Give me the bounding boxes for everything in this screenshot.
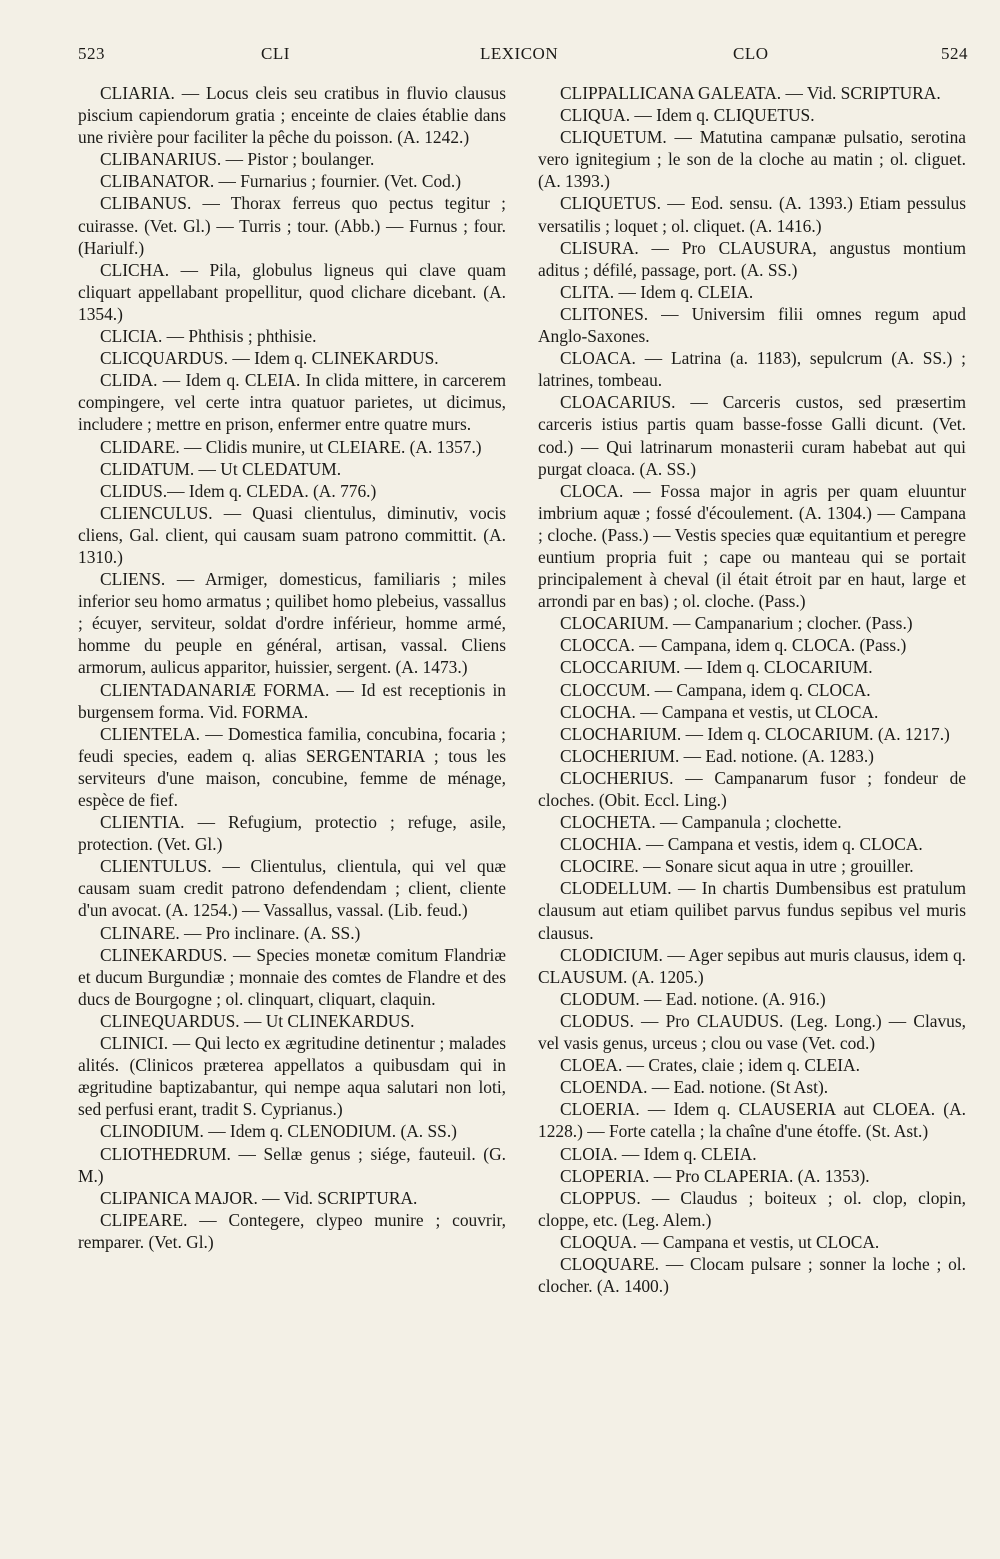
dictionary-entry: CLOQUA. — Campana et vestis, ut CLOCA. (560, 1231, 880, 1252)
dictionary-entry: CLINODIUM. — Idem q. CLENODIUM. (A. SS.) (100, 1121, 457, 1142)
running-title: LEXICON (480, 44, 559, 63)
dictionary-entry: CLODELLUM. — In chartis Dumbensibus est pratulum clausum aut etiam quilibet parvus fundus sepibus vel muris clausus. (538, 878, 966, 943)
dictionary-entry: CLOCHERIUM. — Ead. notione. (A. 1283.) (560, 745, 874, 766)
dictionary-entry: CLIENTELA. — Domestica familia, concubina, focaria ; feudi species, eadem q. alias SERGENTARIA ; tous les serviteurs d'une maison, concubine, femme de ménage, espèce de fief. (78, 723, 506, 810)
dictionary-entry: CLIBANARIUS. — Pistor ; boulanger. (100, 149, 375, 170)
page-number-left: 523 (78, 44, 105, 63)
dictionary-entry: CLIENTIA. — Refugium, protectio ; refuge, asile, protection. (Vet. Gl.) (78, 812, 506, 855)
dictionary-entry: CLOPERIA. — Pro CLAPERIA. (A. 1353). (560, 1165, 870, 1186)
dictionary-entry: CLOPPUS. — Claudus ; boiteux ; ol. clop, clopin, cloppe, etc. (Leg. Alem.) (538, 1187, 966, 1230)
dictionary-entry: CLOEA. — Crates, claie ; idem q. CLEIA. (560, 1055, 860, 1076)
dictionary-entry: CLOCCA. — Campana, idem q. CLOCA. (Pass.) (560, 635, 907, 656)
dictionary-entry: CLOCARIUM. — Campanarium ; clocher. (Pass.) (560, 613, 913, 634)
dictionary-entry: CLIDA. — Idem q. CLEIA. In clida mittere, in carcerem compingere, vel certe intra quatuor parietes, ut dicimus, includere ; mettre en prison, enfermer entre quatre murs. (78, 370, 506, 435)
dictionary-entry: CLIBANUS. — Thorax ferreus quo pectus tegitur ; cuirasse. (Vet. Gl.) — Turris ; tour. (Abb.) — Furnus ; four. (Hariulf.) (78, 193, 506, 258)
dictionary-entry: CLIDARE. — Clidis munire, ut CLEIARE. (A. 1357.) (100, 436, 482, 457)
page-number-right: 524 (941, 44, 968, 63)
guide-word-right: CLO (733, 44, 769, 63)
dictionary-entry: CLIBANATOR. — Furnarius ; fournier. (Vet. Cod.) (100, 171, 461, 192)
dictionary-entry: CLIPPALLICANA GALEATA. — Vid. SCRIPTURA. (560, 83, 941, 103)
dictionary-entry: CLIQUETUM. — Matutina campanæ pulsatio, serotina vero ignitegium ; le son de la cloche au matin ; ol. cliguet. (A. 1393.) (538, 127, 966, 192)
dictionary-entry: CLITONES. — Universim filii omnes regum apud Anglo-Saxones. (538, 303, 966, 347)
dictionary-entry: CLOCA. — Fossa major in agris per quam eluuntur imbrium aquæ ; fossé d'écoulement. (A. 1304.) — Campana ; cloche. (Pass.) — Vestis species quæ equitantium et peregre euntium propria fuit ; cape ou manteau qui se portait principalement à cheval (il était étroit par en haut, large et arrondi par en bas) ; ol. cloche. (Pass.) (538, 480, 966, 612)
dictionary-entry: CLOENDA. — Ead. notione. (St Ast). (560, 1077, 829, 1098)
dictionary-entry: CLIARIA. — Locus cleis seu cratibus in fluvio clausus piscium capiendorum gratia ; enceinte de claies établie dans une rivière pour faciliter la pêche du poisson. (A. 1242.) (78, 83, 506, 148)
dictionary-entry: CLIDUS.— Idem q. CLEDA. (A. 776.) (100, 480, 377, 501)
dictionary-entry: CLOCCUM. — Campana, idem q. CLOCA. (560, 679, 871, 700)
dictionary-entry: CLOQUARE. — Clocam pulsare ; sonner la loche ; ol. clocher. (A. 1400.) (538, 1253, 966, 1297)
dictionary-entry: CLITA. — Idem q. CLEIA. (560, 281, 754, 302)
dictionary-entry: CLICIA. — Phthisis ; phthisie. (100, 326, 317, 347)
dictionary-entry: CLOCCARIUM. — Idem q. CLOCARIUM. (560, 657, 873, 678)
dictionary-entry: CLOIA. — Idem q. CLEIA. (560, 1143, 757, 1164)
dictionary-entry: CLINARE. — Pro inclinare. (A. SS.) (100, 922, 361, 943)
dictionary-entry: CLOCHIA. — Campana et vestis, idem q. CLOCA. (560, 834, 923, 855)
dictionary-entry: CLIENTADANARIÆ FORMA. — Id est receptionis in burgensem forma. Vid. FORMA. (78, 679, 506, 722)
dictionary-entry: CLICHA. — Pila, globulus ligneus qui clave quam cliquart appellabant propellitur, quod clichare dicebant. (A. 1354.) (78, 259, 506, 324)
right-column (538, 82, 966, 1297)
dictionary-entry: CLODICIUM. — Ager sepibus aut muris clausus, idem q. CLAUSUM. (A. 1205.) (538, 944, 966, 987)
left-column (78, 82, 506, 1253)
dictionary-entry: CLINICI. — Qui lecto ex ægritudine detinentur ; malades alités. (Clinicos præterea appellatos a quibusdam qui in ægritudine baptizabantur, qui nempe aqua salutari non loti, sed perfusi erant, tradit S. Cyprianus.) (78, 1033, 506, 1120)
dictionary-entry: CLOACARIUS. — Carceris custos, sed præsertim carceris istius partis quam basse-fosse Galli dicunt. (Vet. cod.) — Qui latrinarum monasterii curam habebat aut qui purgat cloaca. (A. SS.) (538, 392, 966, 479)
dictionary-entry: CLODUS. — Pro CLAUDUS. (Leg. Long.) — Clavus, vel vasis genus, urceus ; clou ou vase (Vet. cod.) (538, 1010, 966, 1054)
dictionary-entry: CLOACA. — Latrina (a. 1183), sepulcrum (A. SS.) ; latrines, tombeau. (538, 348, 966, 391)
dictionary-entry: CLOCHA. — Campana et vestis, ut CLOCA. (560, 701, 879, 722)
dictionary-entry: CLINEQUARDUS. — Ut CLINEKARDUS. (100, 1010, 415, 1031)
dictionary-entry: CLIDATUM. — Ut CLEDATUM. (100, 458, 342, 479)
dictionary-entry: CLISURA. — Pro CLAUSURA, angustus montium aditus ; défilé, passage, port. (A. SS.) (538, 237, 966, 280)
dictionary-entry: CLOERIA. — Idem q. CLAUSERIA aut CLOEA. (A. 1228.) — Forte catella ; la chaîne d'une étoffe. (St. Ast.) (538, 1099, 966, 1142)
dictionary-entry: CLICQUARDUS. — Idem q. CLINEKARDUS. (100, 348, 439, 369)
dictionary-entry: CLIENTULUS. — Clientulus, clientula, qui vel quæ causam suam credit patrono defendendam ; client, cliente d'un avocat. (A. 1254.) — Vassallus, vassal. (Lib. feud.) (78, 856, 506, 921)
running-header (78, 44, 968, 72)
guide-word-left: CLI (261, 44, 290, 63)
dictionary-entry: CLIQUETUS. — Eod. sensu. (A. 1393.) Etiam pessulus versatilis ; loquet ; ol. cliquet. (A. 1416.) (538, 193, 966, 236)
dictionary-entry: CLOCHETA. — Campanula ; clochette. (560, 812, 842, 833)
dictionary-entry: CLIENS. — Armiger, domesticus, familiaris ; miles inferior seu homo armatus ; quilibet homo plebeius, vassallus ; écuyer, serviteur, soldat d'ordre inférieur, homme armé, homme du peuple en général, artisan, vassal. Cliens armorum, aulicus apparitor, huissier, sergent. (A. 1473.) (78, 569, 506, 678)
dictionary-entry: CLOCHERIUS. — Campanarum fusor ; fondeur de cloches. (Obit. Eccl. Ling.) (538, 767, 966, 810)
dictionary-entry: CLIPANICA MAJOR. — Vid. SCRIPTURA. (100, 1187, 418, 1208)
dictionary-entry: CLIOTHEDRUM. — Sellæ genus ; siége, fauteuil. (G. M.) (78, 1143, 506, 1186)
dictionary-entry: CLIENCULUS. — Quasi clientulus, diminutiv, vocis cliens, Gal. client, qui causam suam patrono committit. (A. 1310.) (78, 502, 506, 567)
dictionary-entry: CLODUM. — Ead. notione. (A. 916.) (560, 988, 826, 1009)
dictionary-entry: CLOCIRE. — Sonare sicut aqua in utre ; grouiller. (560, 856, 914, 877)
dictionary-entry: CLOCHARIUM. — Idem q. CLOCARIUM. (A. 1217.) (560, 723, 950, 744)
dictionary-entry: CLIPEARE. — Contegere, clypeo munire ; couvrir, remparer. (Vet. Gl.) (78, 1209, 506, 1252)
dictionary-entry: CLINEKARDUS. — Species monetæ comitum Flandriæ et ducum Burgundiæ ; monnaie des comtes de Flandre et des ducs de Bourgogne ; ol. clinquart, cliquart, claquin. (78, 944, 506, 1009)
dictionary-entry: CLIQUA. — Idem q. CLIQUETUS. (560, 105, 815, 126)
